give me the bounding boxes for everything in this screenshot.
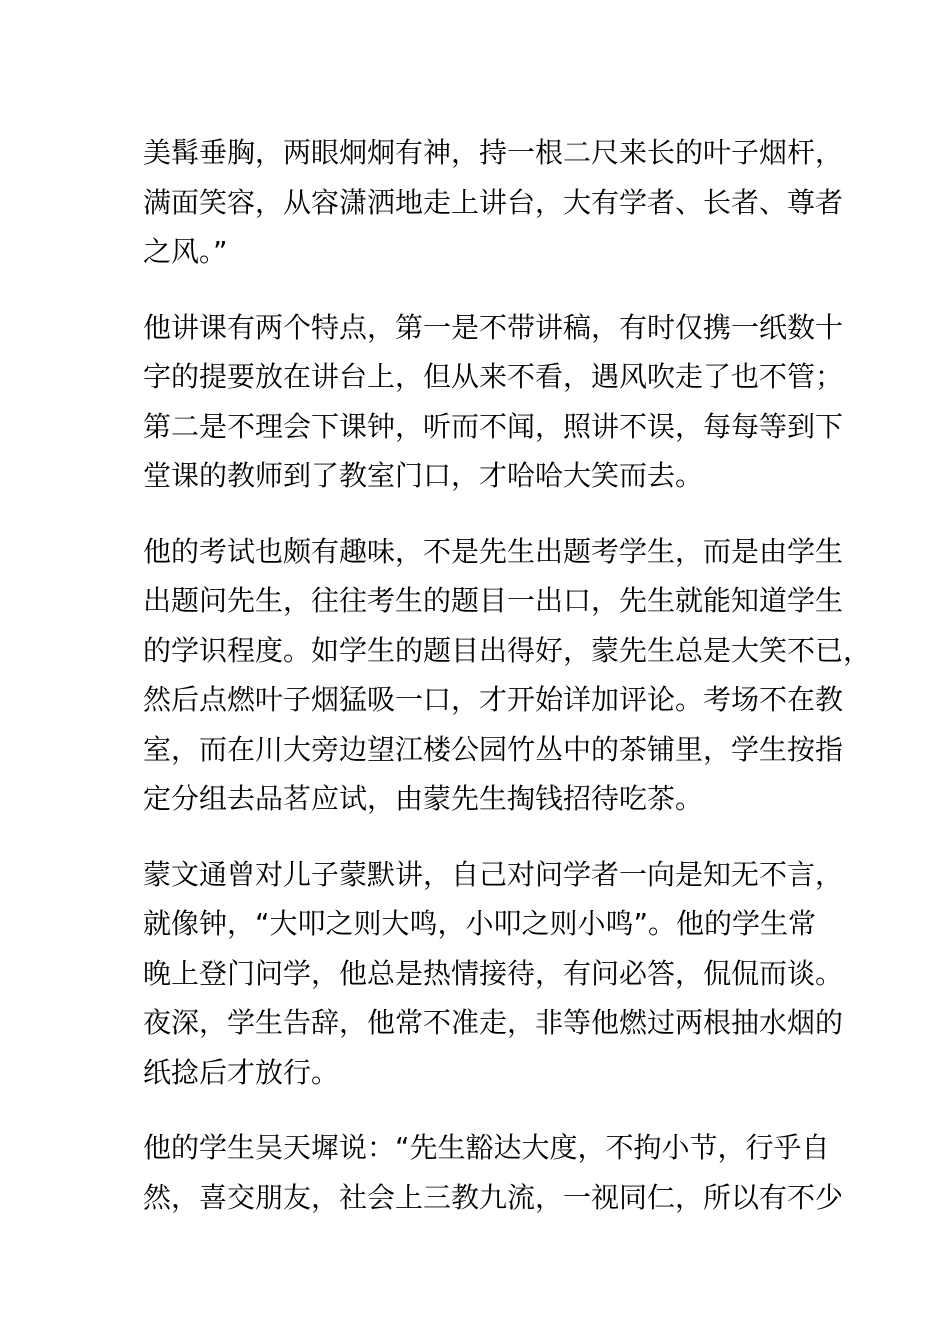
text-line: 字的提要放在讲台上，但从来不看，遇风吹走了也不管；	[143, 360, 844, 393]
text-line: 然后点燃叶子烟猛吸一口，才开始详加评论。考场不在教	[143, 683, 844, 716]
text-line: 美髯垂胸，两眼炯炯有神，持一根二尺来长的叶子烟杆，	[143, 136, 844, 169]
paragraph-5	[143, 1123, 844, 1222]
text-line: 室，而在川大旁边望江楼公园竹丛中的茶铺里，学生按指	[143, 732, 844, 766]
text-line: 蒙文通曾对儿子蒙默讲，自己对问学者一向是知无不言，	[143, 857, 844, 891]
text-line: 然，喜交朋友，社会上三教九流，一视同仁，所以有不少	[143, 1180, 844, 1214]
paragraph-4	[143, 850, 844, 1098]
text-line: 之风。”	[143, 235, 228, 268]
text-line: 第二是不理会下课钟，听而不闻，照讲不误，每每等到下	[143, 409, 844, 443]
text-line: 他的考试也颇有趣味，不是先生出题考学生，而是由学生	[143, 534, 844, 568]
paragraph-3	[143, 527, 872, 824]
text-line: 定分组去品茗应试，由蒙先生掏钱招待吃茶。	[143, 782, 704, 815]
text-line: 就像钟，“大叩之则大鸣，小叩之则小鸣”。他的学生常	[143, 907, 817, 940]
paragraph-1	[143, 128, 844, 277]
text-line: 他的学生吴天墀说：“先生豁达大度，不拘小节，行乎自	[143, 1131, 830, 1164]
paragraph-2	[143, 303, 844, 501]
text-line: 满面笑容，从容潇洒地走上讲台，大有学者、长者、尊者	[143, 185, 844, 219]
text-line: 纸捻后才放行。	[143, 1055, 340, 1089]
text-line: 晚上登门问学，他总是热情接待，有问必答，侃侃而谈。	[143, 956, 844, 990]
text-line: 夜深，学生告辞，他常不准走，非等他燃过两根抽水烟的	[143, 1006, 844, 1039]
text-line: 他讲课有两个特点，第一是不带讲稿，有时仅携一纸数十	[143, 310, 844, 344]
text-line: 出题问先生，往往考生的题目一出口，先生就能知道学生	[143, 584, 844, 617]
text-line: 的学识程度。如学生的题目出得好，蒙先生总是大笑不已，	[143, 633, 872, 667]
document-body	[143, 128, 872, 1248]
text-line: 堂课的教师到了教室门口，才哈哈大笑而去。	[143, 459, 704, 492]
